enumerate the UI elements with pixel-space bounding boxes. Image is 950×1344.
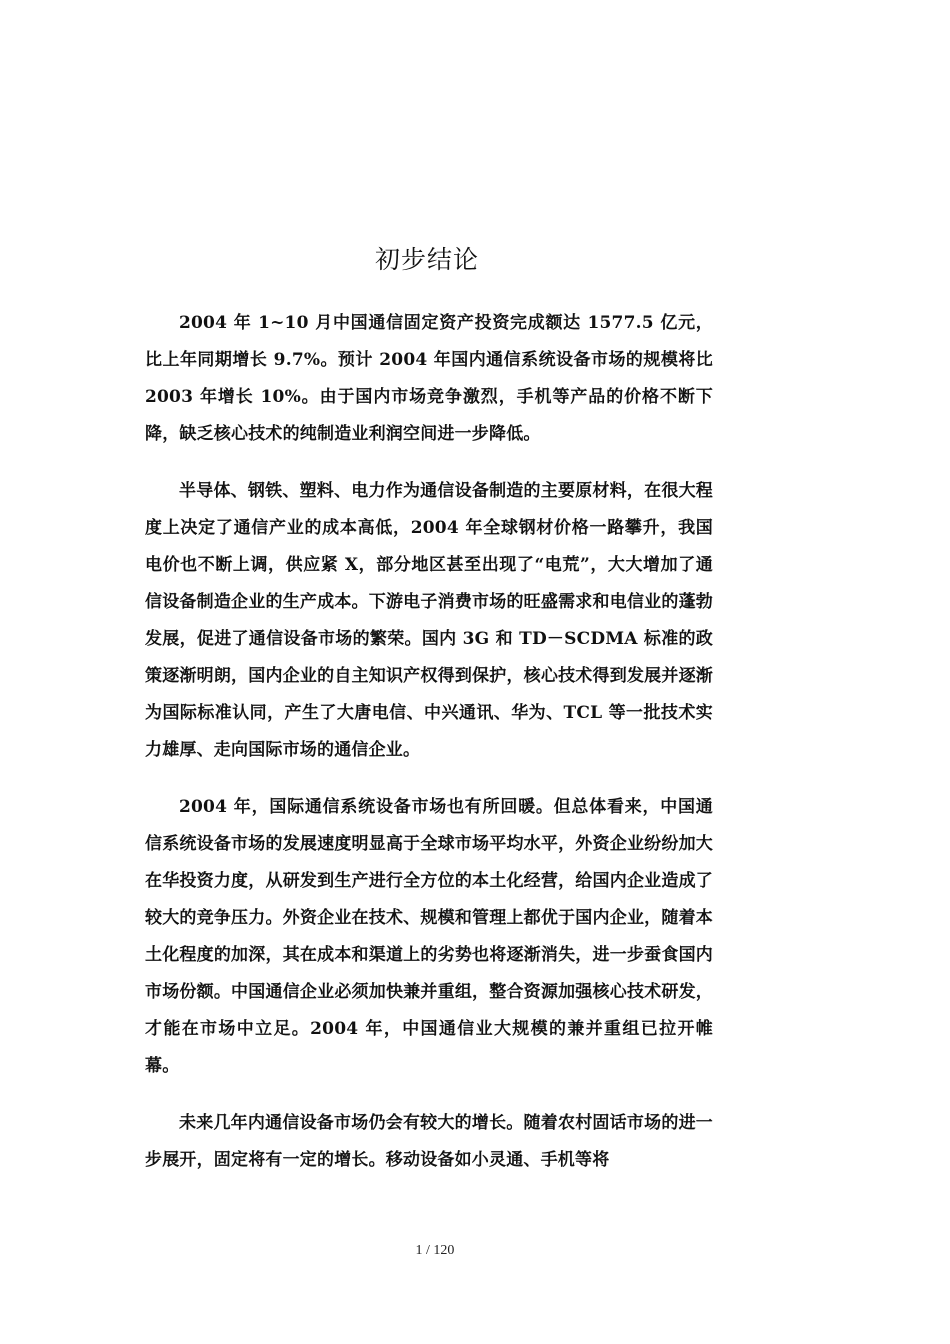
paragraph-2: 半导体、钢铁、塑料、电力作为通信设备制造的主要原材料，在很大程度上决定了通信产业的成本高低，2004 年全球钢材价格一路攀升，我国电价也不断上调，供应紧 X，部分地区甚至出现了“电荒”，大大增加了通信设备制造企业的生产成本。下游电子消费市场的旺盛需求和电信业的蓬勃发展，促进了通信设备市场的繁荣。国内 3G 和 TD－SCDMA 标准的政策逐渐明朗，国内企业的自主知识产权得到保护，核心技术得到发展并逐渐为国际标准认同，产生了大唐电信、中兴通讯、华为、TCL 等一批技术实力雄厚、走向国际市场的通信企业。: [145, 481, 713, 760]
paragraph-1: 2004 年 1~10 月中国通信固定资产投资完成额达 1577.5 亿元，比上年同期增长 9.7%。预计 2004 年国内通信系统设备市场的规模将比 2003 年增长 10%。由于国内市场竞争激烈，手机等产品的价格不断下降，缺乏核心技术的纯制造业利润空间进一步降低。: [145, 313, 713, 444]
page-title: 初步结论: [374, 245, 479, 274]
paragraph-3: 2004 年，国际通信系统设备市场也有所回暖。但总体看来，中国通信系统设备市场的发展速度明显高于全球市场平均水平，外资企业纷纷加大在华投资力度，从研发到生产进行全方位的本土化经营，给国内企业造成了较大的竞争压力。外资企业在技术、规模和管理上都优于国内企业，随着本土化程度的加深，其在成本和渠道上的劣势也将逐渐消失，进一步蚕食国内市场份额。中国通信企业必须加快兼并重组，整合资源加强核心技术研发，才能在市场中立足。2004 年，中国通信业大规模的兼并重组已拉开帷幕。: [145, 797, 713, 1076]
page-number: 1 / 120: [415, 1243, 455, 1258]
document-body: [145, 305, 713, 1199]
paragraph-4: 未来几年内通信设备市场仍会有较大的增长。随着农村固话市场的进一步展开，固定将有一定的增长。移动设备如小灵通、手机等将: [145, 1113, 713, 1170]
